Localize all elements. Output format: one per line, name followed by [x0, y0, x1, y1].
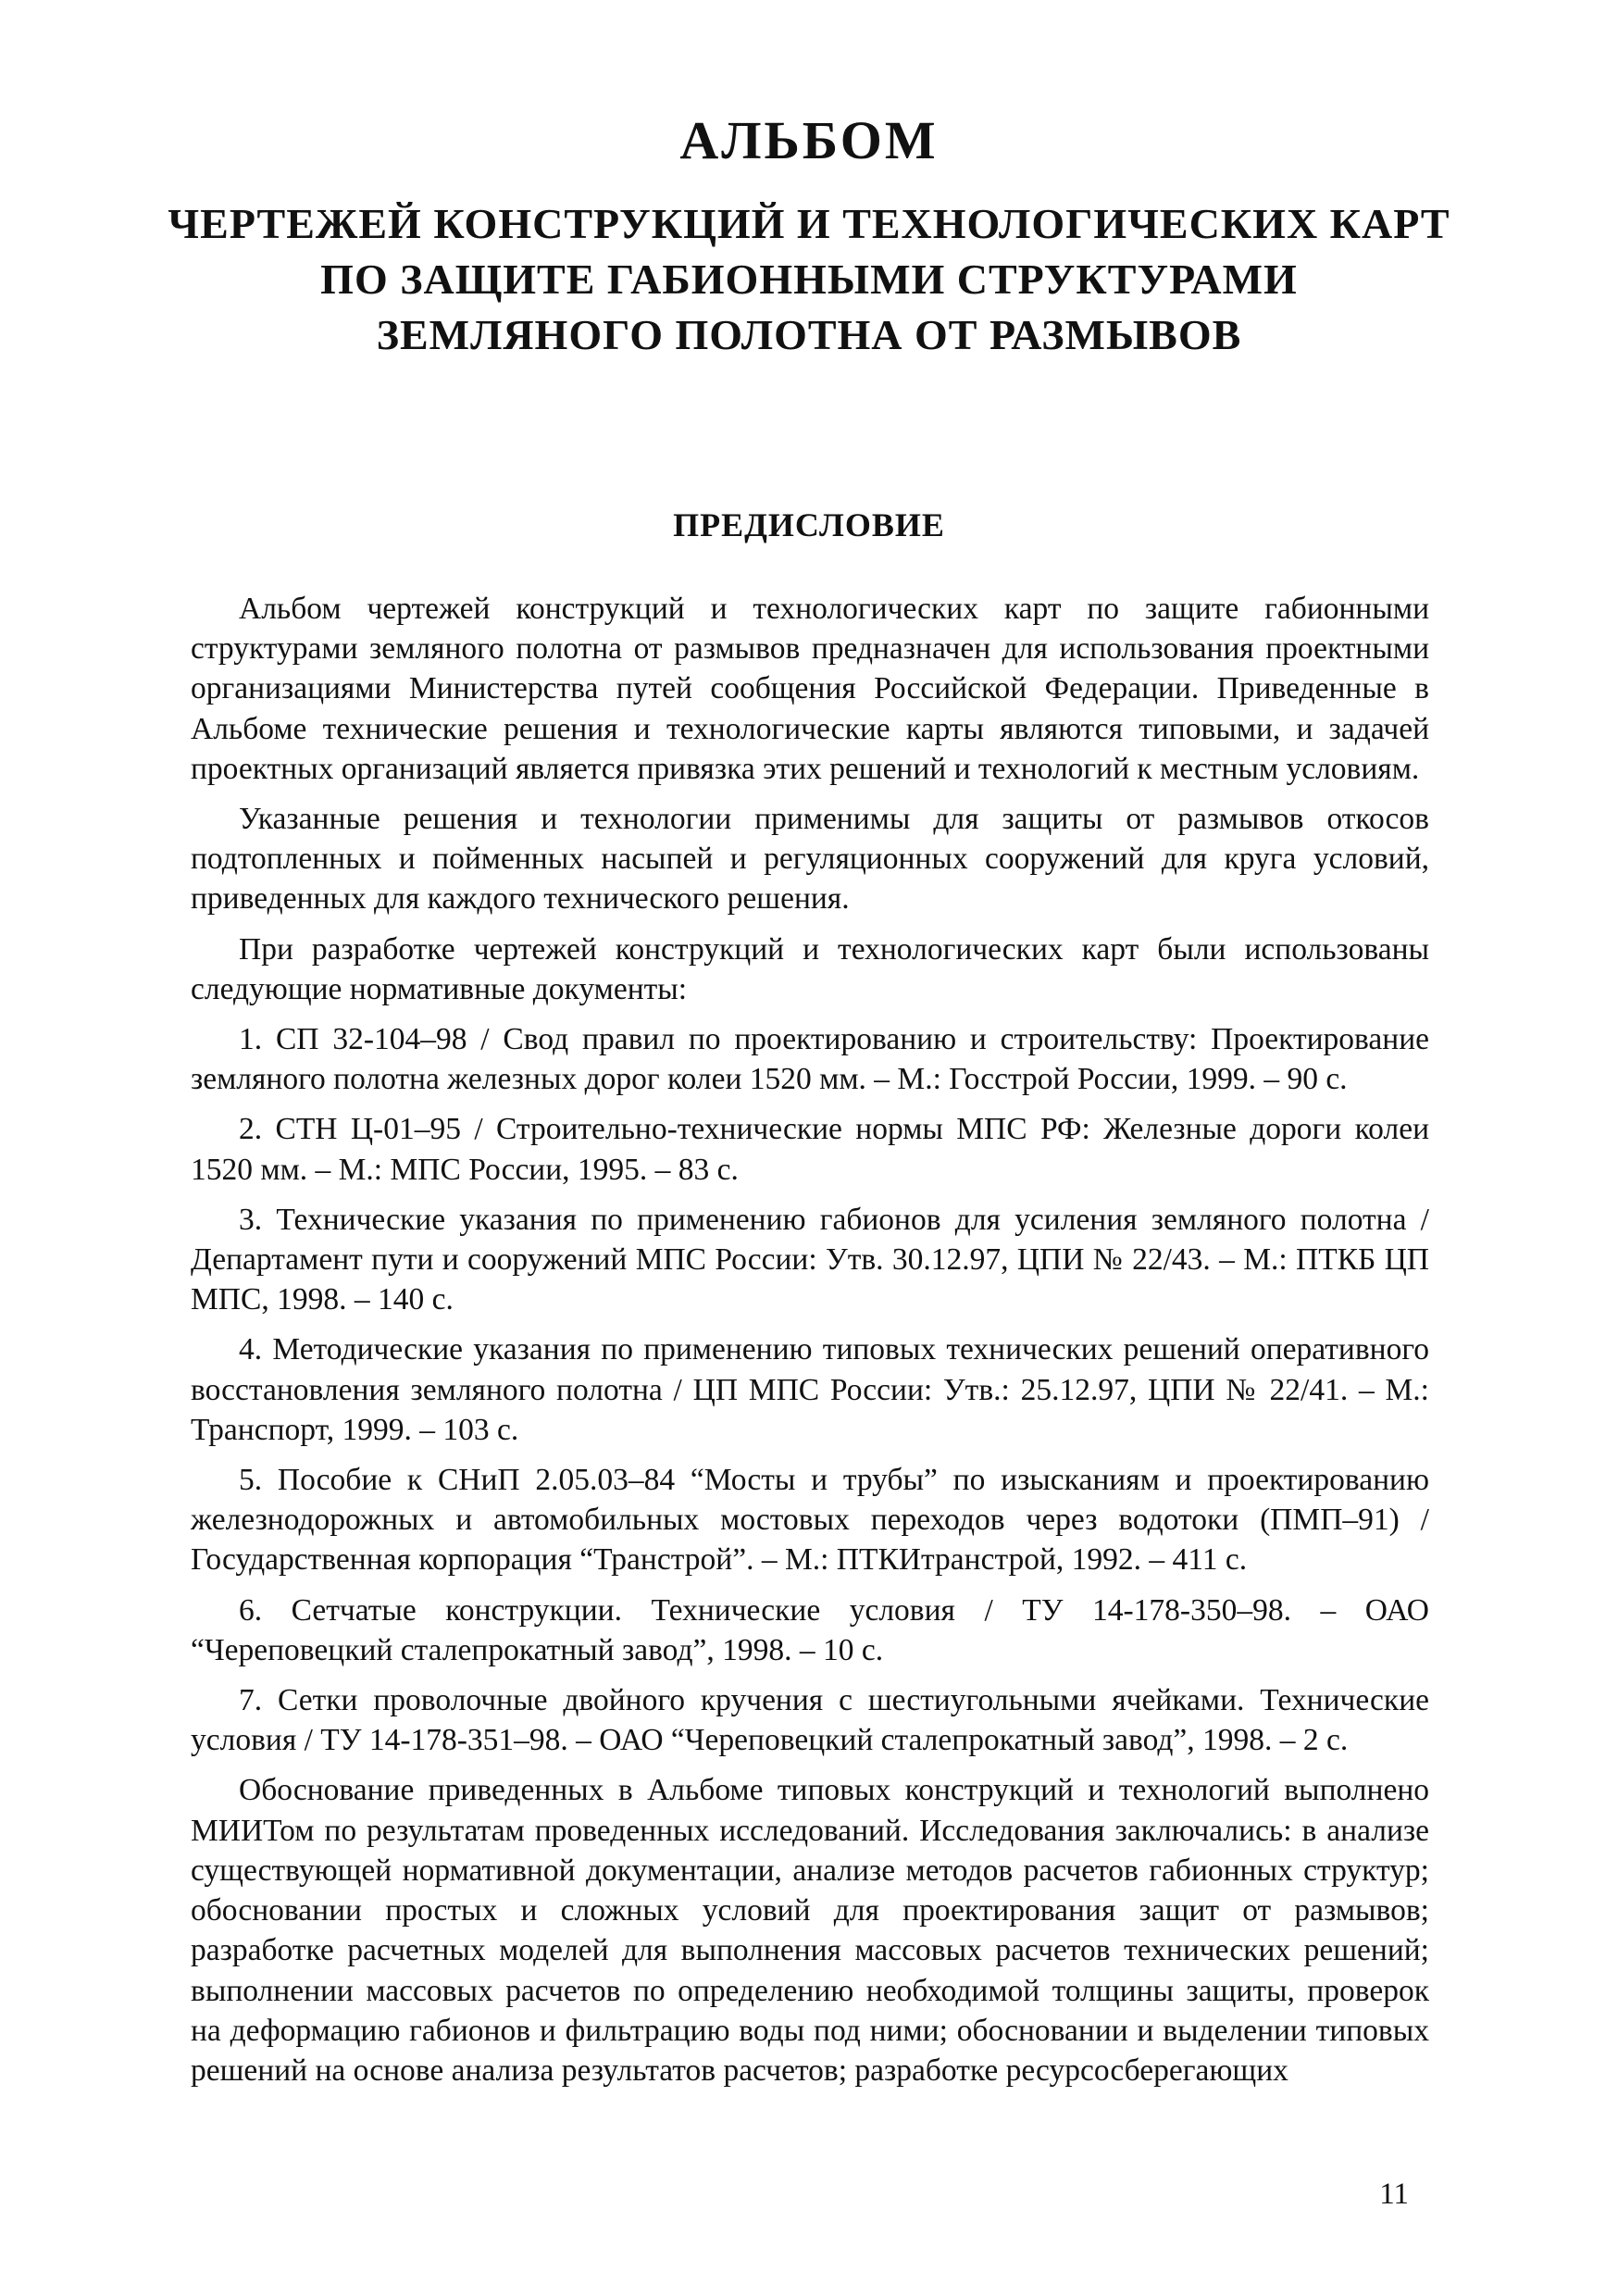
body-paragraph: Альбом чертежей конструкций и технологических карт по защите габионными структурами земляного полотна от размывов предназначен для использования проектными организациями Министерства путей сообщения Российской Федерации. Приведенные в Альбоме технические решения и технологические карты являются типовыми, и задачей проектных организаций является привязка этих решений и технологий к местным условиям.	[191, 592, 1429, 786]
page-number: 11	[1379, 2177, 1409, 2211]
subtitle-line: ЧЕРТЕЖЕЙ КОНСТРУКЦИЙ И ТЕХНОЛОГИЧЕСКИХ КАРТ	[168, 200, 1450, 247]
reference-item: 5. Пособие к СНиП 2.05.03–84 “Мосты и трубы” по изысканиям и проектированию железнодорожных и автомобильных мостовых переходов через водотоки (ПМП–91) / Государственная корпорация “Транстрой”. – М.: ПТКИтранстрой, 1992. – 411 с.	[191, 1463, 1429, 1578]
subtitle-line: ЗЕМЛЯНОГО ПОЛОТНА ОТ РАЗМЫВОВ	[376, 311, 1242, 358]
subtitle-line: ПО ЗАЩИТЕ ГАБИОННЫМИ СТРУКТУРАМИ	[320, 256, 1298, 303]
reference-item: 4. Методические указания по применению типовых технических решений оперативного восстановления земляного полотна / ЦП МПС России: Утв.: 25.12.97, ЦПИ № 22/41. – М.: Транспорт, 1999. – 103 с.	[191, 1332, 1429, 1447]
reference-item: 6. Сетчатые конструкции. Технические условия / ТУ 14-178-350–98. – ОАО “Череповецкий сталепрокатный завод”, 1998. – 10 с.	[191, 1592, 1429, 1667]
reference-item: 1. СП 32-104–98 / Свод правил по проектированию и строительству: Проектирование земляного полотна железных дорог колеи 1520 мм. – М.: Госстрой России, 1999. – 90 с.	[191, 1022, 1429, 1097]
reference-item: 2. СТН Ц-01–95 / Строительно-технические нормы МПС РФ: Железные дороги колеи 1520 мм. – М.: МПС России, 1995. – 83 с.	[191, 1112, 1429, 1187]
preface-heading: ПРЕДИСЛОВИЕ	[673, 506, 945, 543]
body-paragraph: Указанные решения и технологии применимы для защиты от размывов откосов подтопленных и пойменных насыпей и регуляционных сооружений для круга условий, приведенных для каждого технического решения.	[191, 802, 1429, 917]
closing-paragraph: Обоснование приведенных в Альбоме типовых конструкций и технологий выполнено МИИТом по результатам проведенных исследований. Исследования заключались: в анализе существующей нормативной документации, анализе методов расчетов габионных структур; обосновании простых и сложных условий для проектирования защит от размывов; разработке расчетных моделей для выполнения массовых расчетов технических решений; выполнении массовых расчетов по определению необходимой толщины защиты, проверок на деформацию габионов и фильтрацию воды под ними; обосновании и выделении типовых решений на основе анализа результатов расчетов; разработке ресурсосберегающих	[191, 1773, 1429, 2088]
album-title: АЛЬБОМ	[679, 110, 939, 170]
preface-body	[191, 589, 1429, 2090]
album-subtitle	[0, 196, 1618, 363]
body-paragraph: При разработке чертежей конструкций и технологических карт были использованы следующие нормативные документы:	[191, 931, 1429, 1006]
reference-item: 7. Сетки проволочные двойного кручения с шестиугольными ячейками. Технические условия / ТУ 14-178-351–98. – ОАО “Череповецкий сталепрокатный завод”, 1998. – 2 с.	[191, 1683, 1429, 1758]
reference-item: 3. Технические указания по применению габионов для усиления земляного полотна / Департамент пути и сооружений МПС России: Утв. 30.12.97, ЦПИ № 22/43. – М.: ПТКБ ЦП МПС, 1998. – 140 с.	[191, 1202, 1429, 1317]
